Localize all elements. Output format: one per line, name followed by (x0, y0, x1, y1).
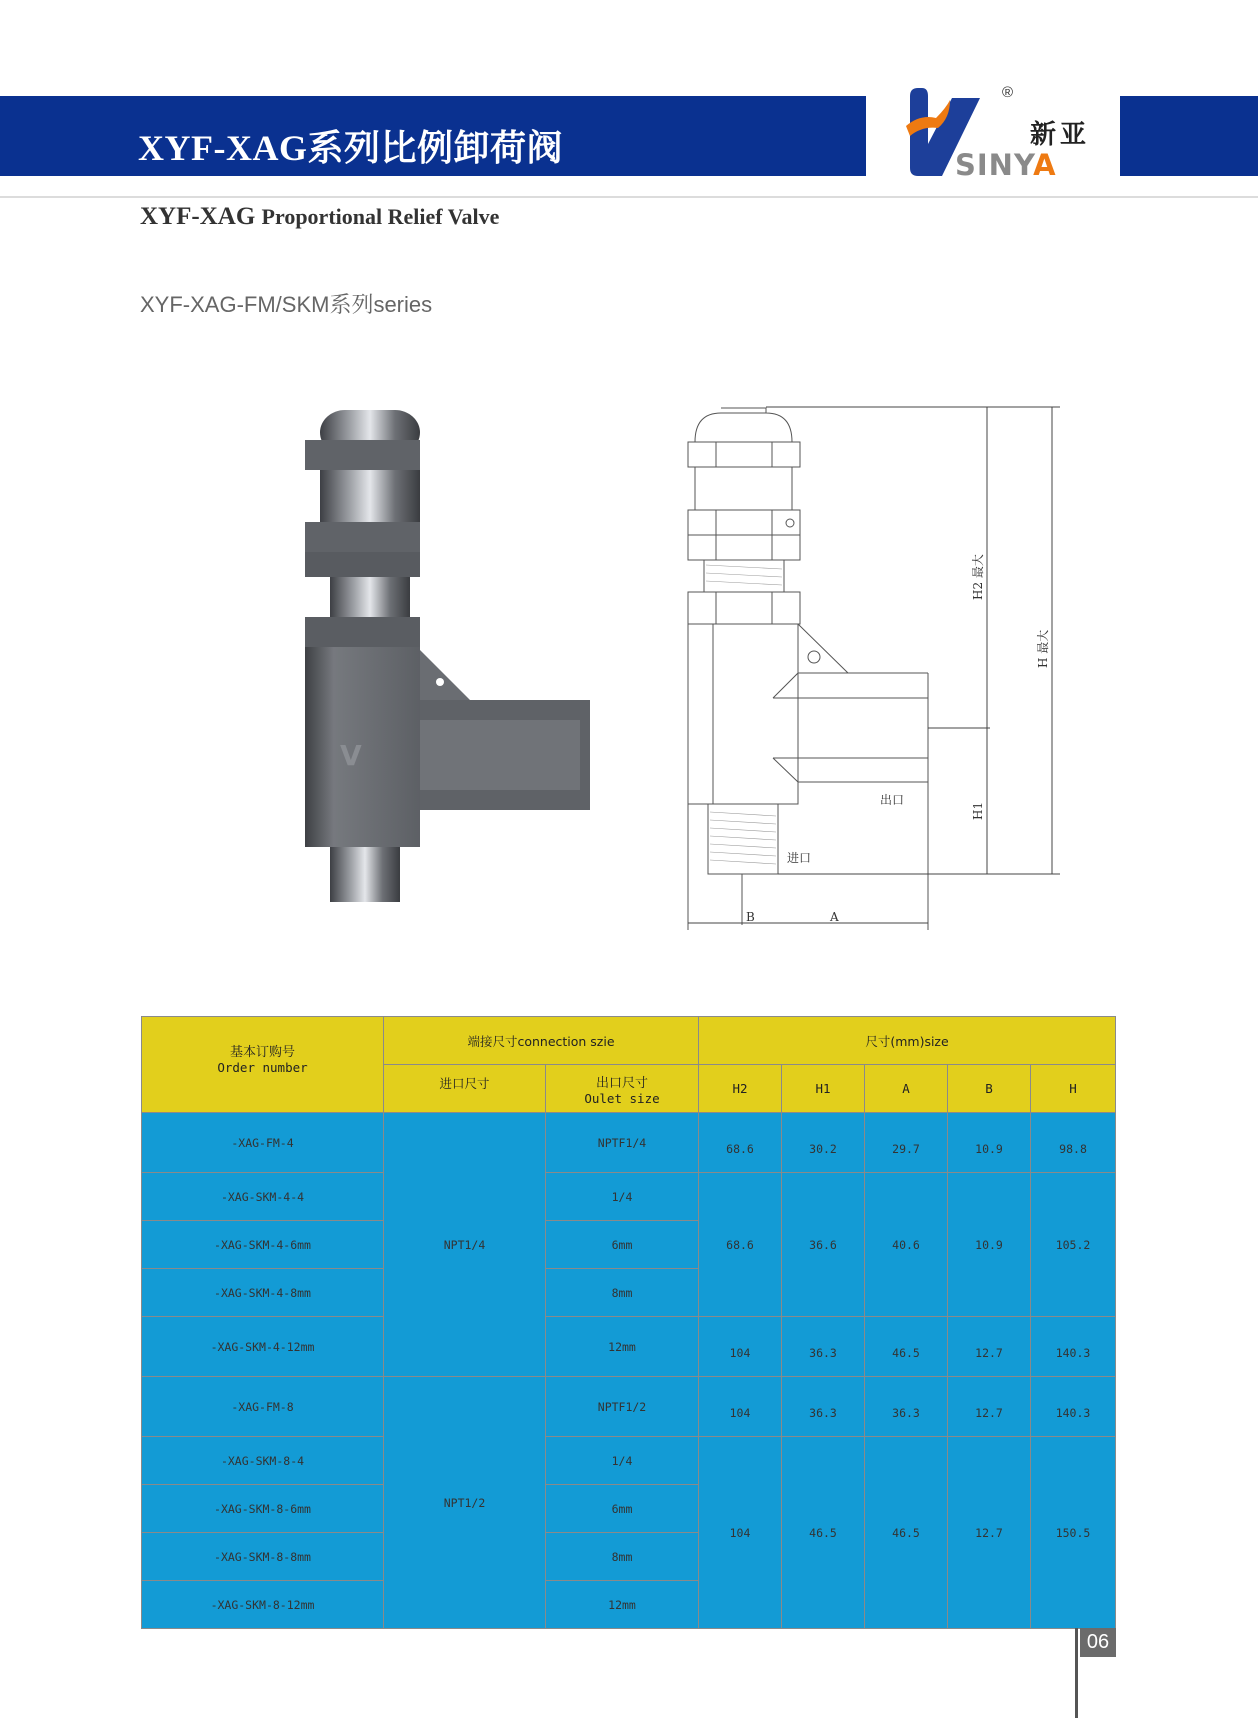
order-number-cell: -XAG-SKM-4-6mm (142, 1221, 384, 1269)
order-number-cell: -XAG-SKM-8-4 (142, 1437, 384, 1485)
subtitle-text: Proportional Relief Valve (261, 204, 500, 229)
dim-b-cell: 12.7 (948, 1377, 1031, 1437)
dim-h-cell: 98.8 (1031, 1113, 1116, 1173)
header-inlet-size (384, 1065, 546, 1113)
dim-a-cell: 40.6 (865, 1173, 948, 1317)
header-col-h: H (1031, 1065, 1116, 1113)
table-row (142, 1113, 1116, 1173)
logo-brand-en (955, 148, 1057, 182)
order-number-cell: -XAG-FM-4 (142, 1113, 384, 1173)
specification-table (141, 1016, 1116, 1629)
dim-a-cell: 46.5 (865, 1317, 948, 1377)
header-col-h2: H2 (699, 1065, 782, 1113)
header-connection-size: 端接尺寸connection szie (384, 1017, 699, 1065)
order-number-cell: -XAG-SKM-8-8mm (142, 1533, 384, 1581)
label-a: A (830, 910, 839, 924)
outlet-size-cell: NPTF1/2 (546, 1377, 699, 1437)
header-outlet-size (546, 1065, 699, 1113)
page-number-rule (1075, 1628, 1078, 1718)
outlet-size-cell: 6mm (546, 1485, 699, 1533)
logo-brand-en-main: SINY (955, 148, 1034, 182)
outlet-size-cell: 12mm (546, 1317, 699, 1377)
header-order-number (142, 1017, 384, 1113)
dim-b-cell: 12.7 (948, 1317, 1031, 1377)
dim-h1-cell: 30.2 (782, 1113, 865, 1173)
header-col-h1: H1 (782, 1065, 865, 1113)
table-row (142, 1437, 1116, 1485)
order-number-cell: -XAG-SKM-4-12mm (142, 1317, 384, 1377)
dim-a-cell: 29.7 (865, 1113, 948, 1173)
dimension-drawing (680, 400, 1080, 930)
outlet-size-cell: 6mm (546, 1221, 699, 1269)
table-row (142, 1317, 1116, 1377)
header-size-mm: 尺寸(mm)size (699, 1017, 1116, 1065)
outlet-size-cell: 12mm (546, 1581, 699, 1629)
dim-b-cell: 12.7 (948, 1437, 1031, 1629)
dim-a-cell: 36.3 (865, 1377, 948, 1437)
label-inlet: 进口 (787, 851, 812, 865)
valve-product-image (300, 400, 600, 910)
header-outlet-en: Oulet size (584, 1090, 660, 1106)
label-outlet: 出口 (880, 793, 905, 807)
dim-a-cell: 46.5 (865, 1437, 948, 1629)
header-inlet-cn: 进口尺寸 (439, 1075, 490, 1091)
label-b: B (746, 910, 755, 924)
dim-h2-cell: 104 (699, 1317, 782, 1377)
registered-mark: ® (1002, 84, 1014, 101)
dim-h1-cell: 36.6 (782, 1173, 865, 1317)
dim-h2-cell: 104 (699, 1377, 782, 1437)
product-subtitle (140, 203, 499, 231)
header-col-a: A (865, 1065, 948, 1113)
label-h2-max: H2 最大 (971, 554, 985, 600)
dim-h-cell: 140.3 (1031, 1377, 1116, 1437)
outlet-size-cell: 1/4 (546, 1173, 699, 1221)
outlet-size-cell: 8mm (546, 1533, 699, 1581)
dim-h2-cell: 68.6 (699, 1113, 782, 1173)
header-banner-right (1120, 96, 1258, 176)
dim-h1-cell: 46.5 (782, 1437, 865, 1629)
outlet-size-cell: 1/4 (546, 1437, 699, 1485)
dim-h1-cell: 36.3 (782, 1377, 865, 1437)
page-title: XYF-XAG系列比例卸荷阀 (138, 128, 563, 168)
inlet-size-cell: NPT1/4 (384, 1113, 546, 1377)
dim-b-cell: 10.9 (948, 1173, 1031, 1317)
logo-brand-en-accent: A (1033, 148, 1057, 182)
table-row (142, 1173, 1116, 1221)
outlet-size-cell: NPTF1/4 (546, 1113, 699, 1173)
order-number-cell: -XAG-SKM-8-12mm (142, 1581, 384, 1629)
dim-h-cell: 105.2 (1031, 1173, 1116, 1317)
dim-h2-cell: 68.6 (699, 1173, 782, 1317)
header-outlet-cn: 出口尺寸 (595, 1075, 648, 1091)
order-number-cell: -XAG-SKM-4-4 (142, 1173, 384, 1221)
series-label: XYF-XAG-FM/SKM系列series (140, 292, 433, 317)
order-number-cell: -XAG-SKM-4-8mm (142, 1269, 384, 1317)
subtitle-code: XYF-XAG (140, 203, 256, 230)
dim-h-cell: 150.5 (1031, 1437, 1116, 1629)
inlet-size-cell: NPT1/2 (384, 1377, 546, 1629)
header-col-b: B (948, 1065, 1031, 1113)
order-number-cell: -XAG-SKM-8-6mm (142, 1485, 384, 1533)
logo-brand-cn: 新亚 (1030, 120, 1091, 150)
page-number: 06 (1080, 1628, 1116, 1657)
dim-h1-cell: 36.3 (782, 1317, 865, 1377)
header-order-cn: 基本订购号 (229, 1044, 295, 1060)
dim-h2-cell: 104 (699, 1437, 782, 1629)
outlet-size-cell: 8mm (546, 1269, 699, 1317)
label-h-max: H 最大 (1036, 629, 1050, 668)
order-number-cell: -XAG-FM-8 (142, 1377, 384, 1437)
dim-b-cell: 10.9 (948, 1113, 1031, 1173)
header-order-en: Order number (217, 1059, 308, 1075)
label-h1: H1 (971, 801, 985, 820)
header-divider (0, 196, 1258, 198)
table-row (142, 1377, 1116, 1437)
svg-text:V: V (340, 739, 362, 772)
dim-h-cell: 140.3 (1031, 1317, 1116, 1377)
